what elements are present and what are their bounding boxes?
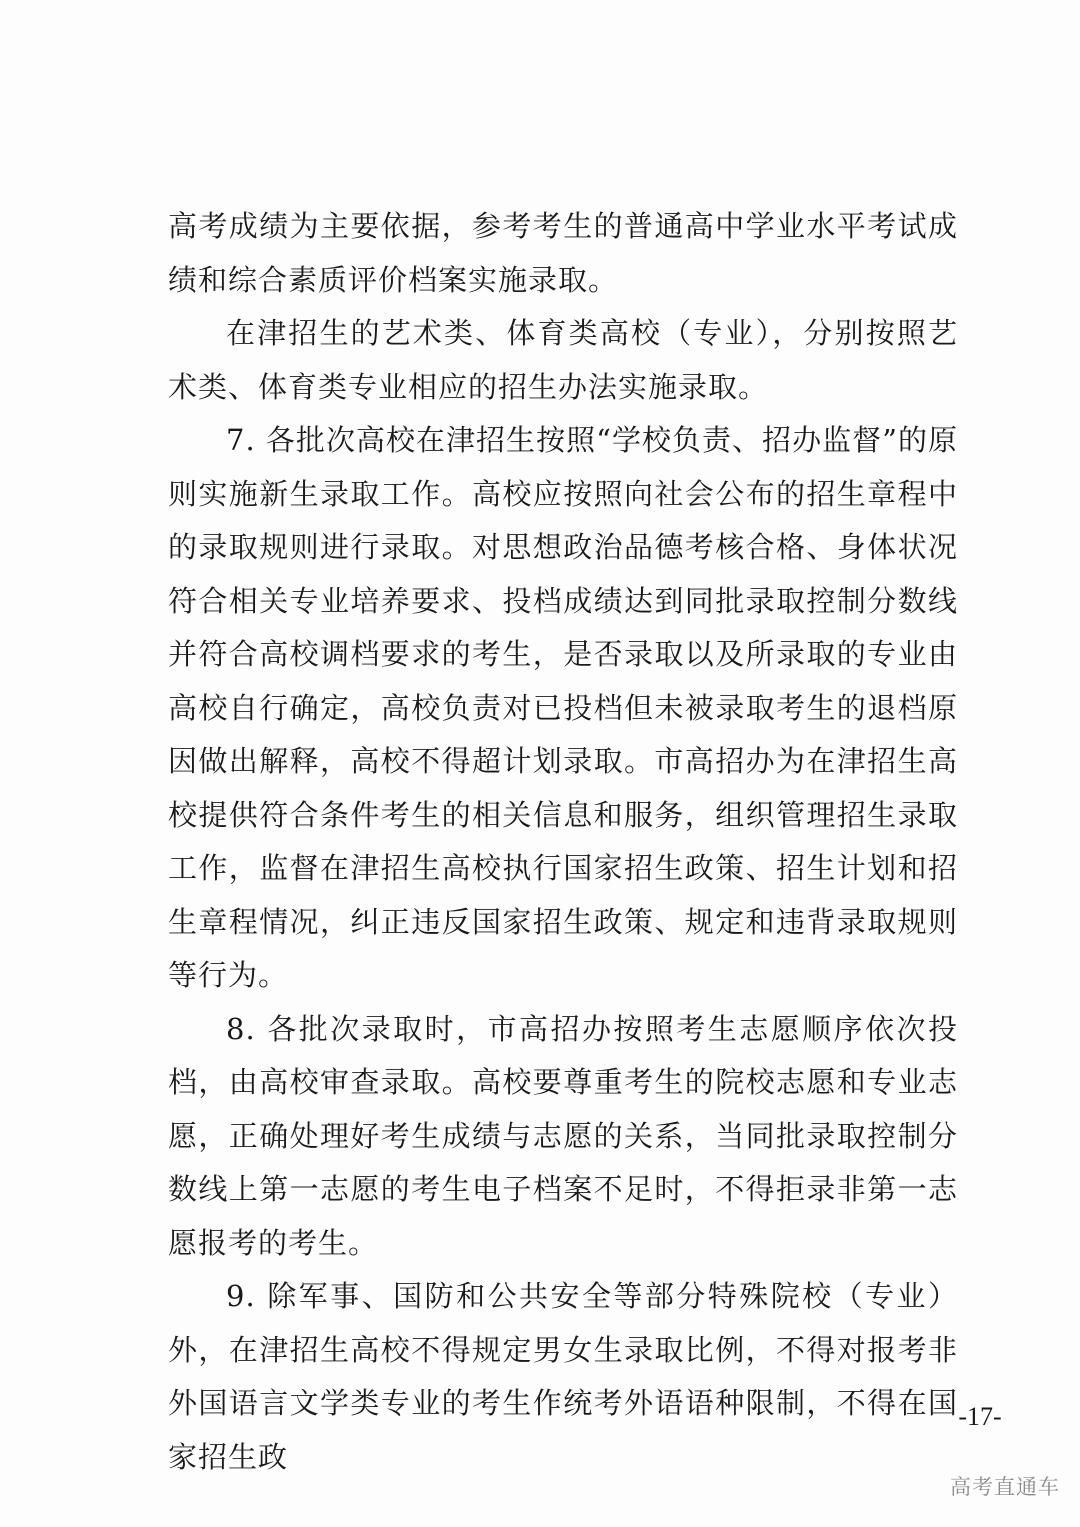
document-body: [168, 200, 958, 1484]
paragraph-item-7: 7. 各批次高校在津招生按照“学校负责、招办监督”的原则实施新生录取工作。高校应按照向社会公布的招生章程中的录取规则进行录取。对思想政治品德考核合格、身体状况符合相关专业培养要求、投档成绩达到同批录取控制分数线并符合高校调档要求的考生，是否录取以及所录取的专业由高校自行确定，高校负责对已投档但未被录取考生的退档原因做出解释，高校不得超计划录取。市高招办为在津招生高校提供符合条件考生的相关信息和服务，组织管理招生录取工作，监督在津招生高校执行国家招生政策、招生计划和招生章程情况，纠正违反国家招生政策、规定和违背录取规则等行为。: [168, 423, 958, 992]
paragraph-continued: 高考成绩为主要依据，参考考生的普通高中学业水平考试成绩和综合素质评价档案实施录取。: [168, 209, 958, 297]
paragraph-item-9: 9. 除军事、国防和公共安全等部分特殊院校（专业）外，在津招生高校不得规定男女生录取比例，不得对报考非外国语言文学类专业的考生作统考外语语种限制，不得在国家招生政: [168, 1279, 958, 1474]
paragraph-art-sports: 在津招生的艺术类、体育类高校（专业），分别按照艺术类、体育类专业相应的招生办法实施录取。: [168, 316, 958, 404]
page-number: -17-: [958, 1402, 1002, 1431]
paragraph-item-8: 8. 各批次录取时，市高招办按照考生志愿顺序依次投档，由高校审查录取。高校要尊重考生的院校志愿和专业志愿，正确处理好考生成绩与志愿的关系，当同批录取控制分数线上第一志愿的考生电子档案不足时，不得拒录非第一志愿报考的考生。: [168, 1011, 958, 1260]
watermark: 高考直通车: [950, 1475, 1060, 1499]
